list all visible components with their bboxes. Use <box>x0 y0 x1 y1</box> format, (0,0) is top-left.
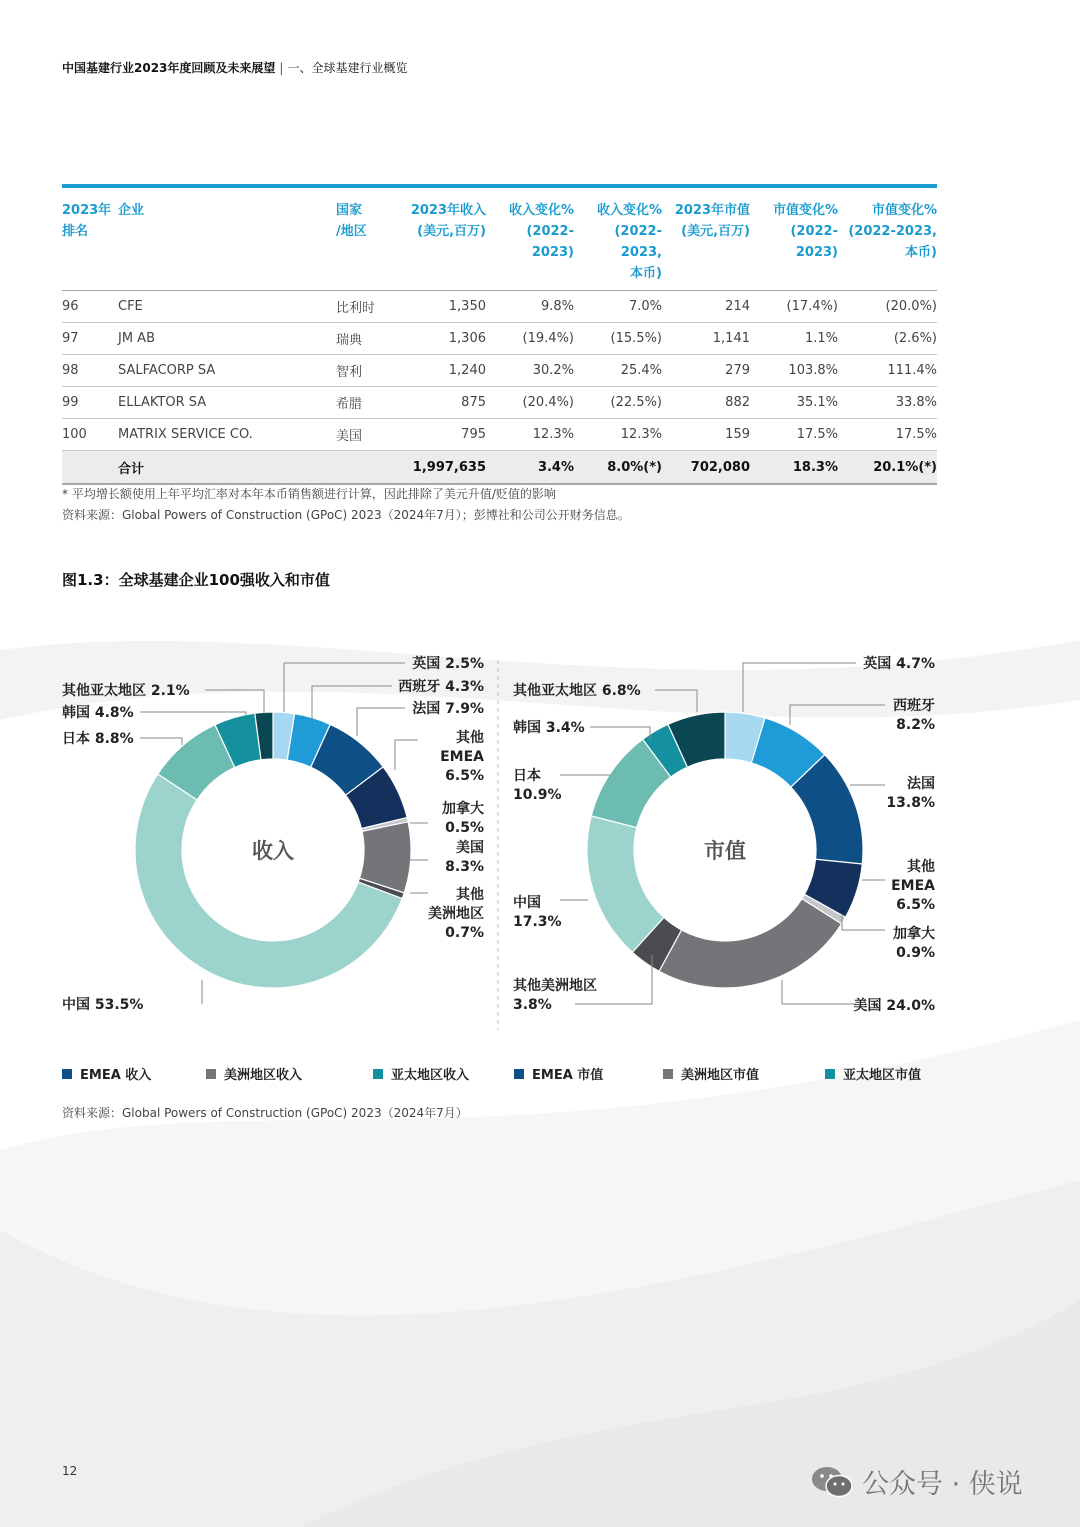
legend-americas-revenue: 美洲地区收入 <box>206 1064 302 1083</box>
table-cell: 875 <box>398 387 486 419</box>
slice-label-name: 加拿大 <box>893 926 935 942</box>
table-cell: 12.3% <box>574 419 662 451</box>
table-notes <box>62 484 630 526</box>
table-cell: JM AB <box>118 323 336 355</box>
slice-label: 其他亚太地区 2.1% <box>62 683 190 699</box>
slice-label-value: 3.8% <box>513 997 552 1013</box>
table-cell: 7.0% <box>574 291 662 323</box>
leader-line <box>357 708 405 736</box>
table-cell: 795 <box>398 419 486 451</box>
slice-label: 中国 53.5% <box>62 997 144 1013</box>
slice-label-name: 日本 <box>513 768 541 784</box>
slice-label-name: 加拿大 <box>442 801 484 817</box>
slice-label-name: 其他 <box>456 730 484 746</box>
watermark-text: 公众号 · 侠说 <box>862 1469 1023 1500</box>
table-cell: 97 <box>62 323 118 355</box>
slice-label: 西班牙 4.3% <box>398 679 484 695</box>
table-cell: CFE <box>118 291 336 323</box>
table-cell: 702,080 <box>662 451 750 485</box>
table-cell: 合计 <box>118 451 336 485</box>
table-cell: 17.5% <box>750 419 838 451</box>
column-header: 2023年 排名 <box>62 203 112 239</box>
leader-line <box>312 686 392 720</box>
table-cell: 30.2% <box>486 355 574 387</box>
table-cell: 3.4% <box>486 451 574 485</box>
leader-line <box>655 690 697 712</box>
slice-label-value: 8.3% <box>445 859 484 875</box>
watermark <box>810 1462 1023 1501</box>
table-cell: 1,306 <box>398 323 486 355</box>
slice-label-value: 10.9% <box>513 787 562 803</box>
figure-title: 图1.3：全球基建企业100强收入和市值 <box>62 571 330 589</box>
table-cell: (20.4%) <box>486 387 574 419</box>
slice-label: 其他亚太地区 6.8% <box>513 683 641 699</box>
table-row <box>62 323 937 355</box>
table-cell: 17.5% <box>838 419 937 451</box>
slice-label-name: 其他 <box>456 887 484 903</box>
table-cell: ELLAKTOR SA <box>118 387 336 419</box>
table-cell: 103.8% <box>750 355 838 387</box>
table-row <box>62 387 937 419</box>
report-title: 中国基建行业2023年度回顾及未来展望 <box>62 61 276 75</box>
slice-label: 日本 8.8% <box>62 731 134 747</box>
figure-source: 资料来源：Global Powers of Construction (GPoC) 2023（2024年7月） <box>62 1106 468 1120</box>
slice-label-value: 6.5% <box>896 897 935 913</box>
donut-charts <box>0 630 1080 1050</box>
table-cell: 18.3% <box>750 451 838 485</box>
column-header: 市值变化% (2022-2023, 本币) <box>848 203 937 260</box>
table-cell: 智利 <box>336 355 398 387</box>
leader-line <box>140 712 246 715</box>
legend-emea-revenue: EMEA 收入 <box>62 1064 151 1083</box>
column-header: 收入变化% (2022-2023, 本币) <box>596 203 662 281</box>
donut-slice <box>659 899 841 988</box>
table-cell: 希腊 <box>336 387 398 419</box>
table-cell: 25.4% <box>574 355 662 387</box>
column-header: 市值变化% (2022-2023) <box>772 203 838 260</box>
table-cell: 98 <box>62 355 118 387</box>
slice-label-name: 其他美洲地区 <box>513 978 597 994</box>
table-cell: (20.0%) <box>838 291 937 323</box>
table-row <box>62 291 937 323</box>
table-cell: (2.6%) <box>838 323 937 355</box>
slice-label-value: 0.7% <box>445 925 484 941</box>
table-cell: 882 <box>662 387 750 419</box>
legend-emea-marketcap: EMEA 市值 <box>514 1064 603 1083</box>
donut-center-label: 市值 <box>704 839 746 863</box>
slice-label-value: 13.8% <box>886 795 935 811</box>
table-cell: (15.5%) <box>574 323 662 355</box>
column-header: 国家 /地区 <box>336 203 367 239</box>
header-separator: | <box>279 61 284 75</box>
table-cell: 111.4% <box>838 355 937 387</box>
donut-center-label: 收入 <box>252 839 294 863</box>
table-cell: 8.0%(*) <box>574 451 662 485</box>
table-cell: 100 <box>62 419 118 451</box>
leader-line <box>790 705 885 725</box>
slice-label: 英国 2.5% <box>412 656 484 672</box>
table-cell: 1,997,635 <box>398 451 486 485</box>
table-cell: 214 <box>662 291 750 323</box>
table-cell: 96 <box>62 291 118 323</box>
slice-label-value: 8.2% <box>896 717 935 733</box>
table-cell: 比利时 <box>336 291 398 323</box>
table-cell: 1,141 <box>662 323 750 355</box>
leader-line <box>782 980 856 1004</box>
table-cell: 1,240 <box>398 355 486 387</box>
slice-label-name: 美国 <box>456 840 484 856</box>
table-cell: MATRIX SERVICE CO. <box>118 419 336 451</box>
leader-line <box>140 738 182 745</box>
legend-apac-revenue: 亚太地区收入 <box>373 1064 469 1083</box>
table-cell: 159 <box>662 419 750 451</box>
leader-line <box>842 915 885 930</box>
table-cell: 35.1% <box>750 387 838 419</box>
slice-label-value: 0.5% <box>445 820 484 836</box>
column-header: 2023年收入 (美元,百万) <box>410 203 486 239</box>
column-header: 企业 <box>118 203 145 218</box>
slice-label-name: 其他 <box>907 859 935 875</box>
table-cell: (22.5%) <box>574 387 662 419</box>
table-cell: 美国 <box>336 419 398 451</box>
ranking-table <box>62 184 937 485</box>
table-row <box>62 355 937 387</box>
legend-apac-marketcap: 亚太地区市值 <box>825 1064 921 1083</box>
table-cell: 33.8% <box>838 387 937 419</box>
slice-label-value: 6.5% <box>445 768 484 784</box>
table-cell: 20.1%(*) <box>838 451 937 485</box>
table-cell: 279 <box>662 355 750 387</box>
leader-line <box>205 690 264 714</box>
table-row <box>62 419 937 451</box>
slice-label-name: 西班牙 <box>893 698 935 714</box>
table-cell: 1.1% <box>750 323 838 355</box>
table-cell <box>62 451 118 485</box>
section-title: 一、全球基建行业概览 <box>287 61 408 75</box>
table-cell: (17.4%) <box>750 291 838 323</box>
page-header <box>62 59 407 76</box>
slice-label: 法国 7.9% <box>412 701 484 717</box>
legend-swatch <box>62 1069 72 1079</box>
slice-label: 韩国 3.4% <box>513 720 585 736</box>
column-header: 收入变化% (2022-2023) <box>508 203 574 260</box>
table-source: 资料来源：Global Powers of Construction (GPoC) 2023（2024年7月）；彭博社和公司公开财务信息。 <box>62 508 630 522</box>
page-number: 12 <box>62 1464 78 1478</box>
table-cell: 瑞典 <box>336 323 398 355</box>
slice-label-name: 美洲地区 <box>428 906 484 922</box>
table-total-row <box>62 451 937 485</box>
wechat-icon <box>810 1465 854 1499</box>
leader-line <box>395 740 418 770</box>
legend-americas-marketcap: 美洲地区市值 <box>663 1064 759 1083</box>
slice-label-name: EMEA <box>440 749 484 765</box>
column-header: 2023年市值 (美元,百万) <box>674 203 750 239</box>
legend-swatch <box>206 1069 216 1079</box>
table-cell <box>336 451 398 485</box>
table-header-row <box>62 186 937 291</box>
legend-swatch <box>373 1069 383 1079</box>
slice-label-value: 0.9% <box>896 945 935 961</box>
slice-label-name: 中国 <box>513 895 541 911</box>
table-cell: SALFACORP SA <box>118 355 336 387</box>
slice-label: 美国 24.0% <box>853 998 935 1014</box>
table-cell: (19.4%) <box>486 323 574 355</box>
slice-label: 韩国 4.8% <box>62 705 134 721</box>
table-cell: 9.8% <box>486 291 574 323</box>
table-cell: 99 <box>62 387 118 419</box>
table-cell: 1,350 <box>398 291 486 323</box>
leader-line <box>284 663 405 712</box>
legend-swatch <box>514 1069 524 1079</box>
slice-label-name: EMEA <box>891 878 935 894</box>
legend-swatch <box>663 1069 673 1079</box>
table-cell: 12.3% <box>486 419 574 451</box>
footnote: * 平均增长额使用上年平均汇率对本年本币销售额进行计算，因此排除了美元升值/贬值的影响 <box>62 487 556 501</box>
slice-label-value: 17.3% <box>513 914 562 930</box>
leader-line <box>590 727 650 740</box>
slice-label-name: 法国 <box>907 776 935 792</box>
legend-swatch <box>825 1069 835 1079</box>
slice-label: 英国 4.7% <box>863 656 935 672</box>
